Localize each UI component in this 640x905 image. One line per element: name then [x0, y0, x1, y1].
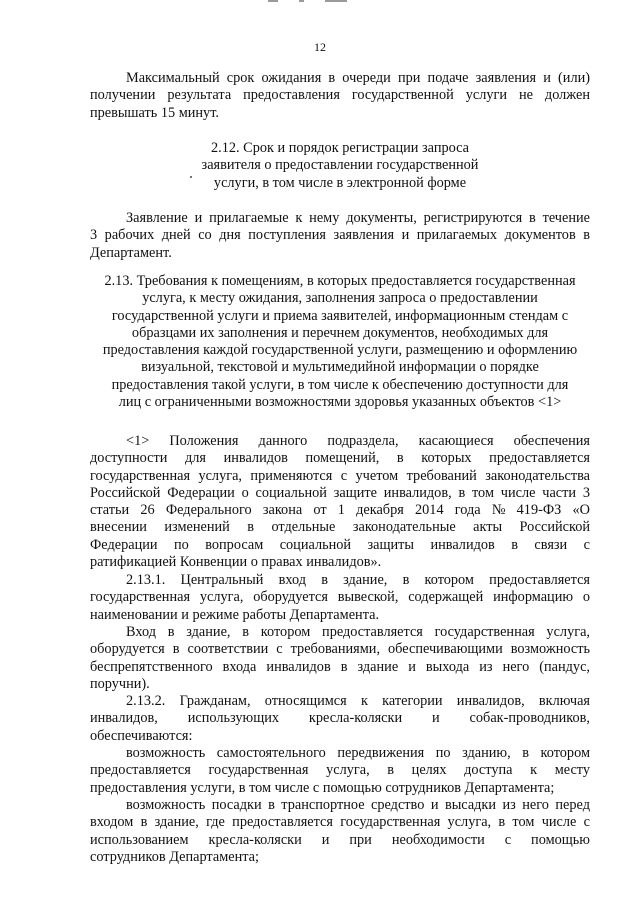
text-line: предоставления услуги, в том числе с помощью сотрудников Департамента; [90, 779, 555, 796]
scan-mark [299, 0, 304, 2]
text-line: Максимальный срок ожидания в очереди при подаче заявления и (или) [126, 70, 590, 86]
text-line: Департамент. [90, 244, 172, 261]
footnote-1 [90, 433, 590, 571]
text-line: 2.13.1. Центральный вход в здание, в котором предоставляется [126, 572, 590, 588]
heading-line: 2.12. Срок и порядок регистрации запроса [211, 140, 469, 156]
scan-speck [190, 176, 192, 178]
paragraph-registration [90, 210, 590, 262]
text-line: 3 рабочих дней со дня поступления заявления и прилагаемых документов в [90, 227, 590, 244]
text-line: предоставляется государственная услуга, в целях доступа к месту [90, 762, 590, 779]
heading-line: предоставления такой услуги, в том числе к обеспечению доступности для [111, 376, 569, 393]
heading-line: услуги, в том числе в электронной форме [213, 174, 467, 191]
heading-line: предоставления каждой государственной услуги, размещению и оформлению [102, 342, 578, 359]
text-line: оборудуется в соответствии с требованиями, обеспечивающими возможность [90, 641, 590, 658]
heading-line: 2.13. Требования к помещениям, в которых предоставляется государственная [104, 273, 576, 289]
text-line: статьи 26 Федерального закона от 1 декабря 2014 года № 419-ФЗ «О [90, 502, 590, 519]
text-line: наименовании и режиме работы Департамента. [90, 606, 380, 623]
text-line: Вход в здание, в котором предоставляется государственная услуга, [126, 624, 590, 640]
text-line: государственная услуга, применяются с учетом требований законодательства [90, 467, 590, 484]
text-line: входом в здание, где предоставляется государственная услуга, в том числе с [90, 814, 590, 831]
heading-line: государственной услуги и приема заявителей, информационным стендам с [111, 307, 569, 324]
text-line: государственная услуга, оборудуется вывеской, содержащей информацию о [90, 589, 590, 606]
heading-line: визуальной, текстовой и мультимедийной информации о порядке [141, 359, 539, 376]
paragraph-movement [90, 745, 590, 797]
heading-line: услуга, к месту ожидания, заполнения запроса о предоставлении [142, 290, 538, 307]
page-number: 12 [314, 40, 326, 54]
text-line: <1> Положения данного подраздела, касающиеся обеспечения [126, 433, 590, 449]
paragraph-2-13-1 [90, 572, 590, 624]
text-line: использованием кресла-коляски и при необходимости с помощью [90, 831, 590, 848]
text-line: Заявление и прилагаемые к нему документы, регистрируются в течение [126, 210, 590, 226]
text-line: возможность посадки в транспортное средство и высадки из него перед [126, 797, 590, 813]
paragraph-waiting-time [90, 70, 590, 122]
text-line: поручни). [90, 675, 150, 692]
text-line: превышать 15 минут. [90, 104, 219, 121]
text-line: доступности для инвалидов помещений, в которых предоставляется [90, 450, 590, 467]
text-line: 2.13.2. Гражданам, относящимся к категории инвалидов, включая [126, 693, 590, 709]
scan-mark [325, 0, 347, 2]
paragraph-2-13-2 [90, 693, 590, 745]
text-line: беспрепятственного входа инвалидов в здание и выхода из него (пандус, [90, 658, 590, 675]
paragraph-boarding [90, 797, 590, 866]
heading-line: лиц с ограниченными возможностями здоровья указанных объектов <1> [118, 394, 562, 411]
text-line: инвалидов, использующих кресла-коляски и собак-проводников, [90, 710, 590, 727]
text-line: сотрудников Департамента; [90, 848, 259, 865]
heading-line: образцами их заполнения и перечнем документов, необходимых для [131, 324, 549, 341]
text-line: возможность самостоятельного передвижения по зданию, в котором [126, 745, 590, 761]
text-line: обеспечиваются: [90, 727, 193, 744]
scan-mark [268, 0, 278, 2]
section-heading-2-13 [90, 273, 590, 411]
text-line: ратификацией Конвенции о правах инвалидов». [90, 554, 382, 571]
heading-line: заявителя о предоставлении государственной [201, 157, 479, 174]
section-heading-2-12 [90, 140, 590, 192]
text-line: внесении изменений в отдельные законодательные акты Российской [90, 519, 590, 536]
text-line: Федерации по вопросам социальной защиты инвалидов в связи с [90, 536, 590, 553]
paragraph-entrance [90, 624, 590, 693]
text-line: Российской Федерации о социальной защите инвалидов, в том числе части 3 [90, 484, 590, 501]
text-line: получении результата предоставления государственной услуги не должен [90, 87, 590, 104]
